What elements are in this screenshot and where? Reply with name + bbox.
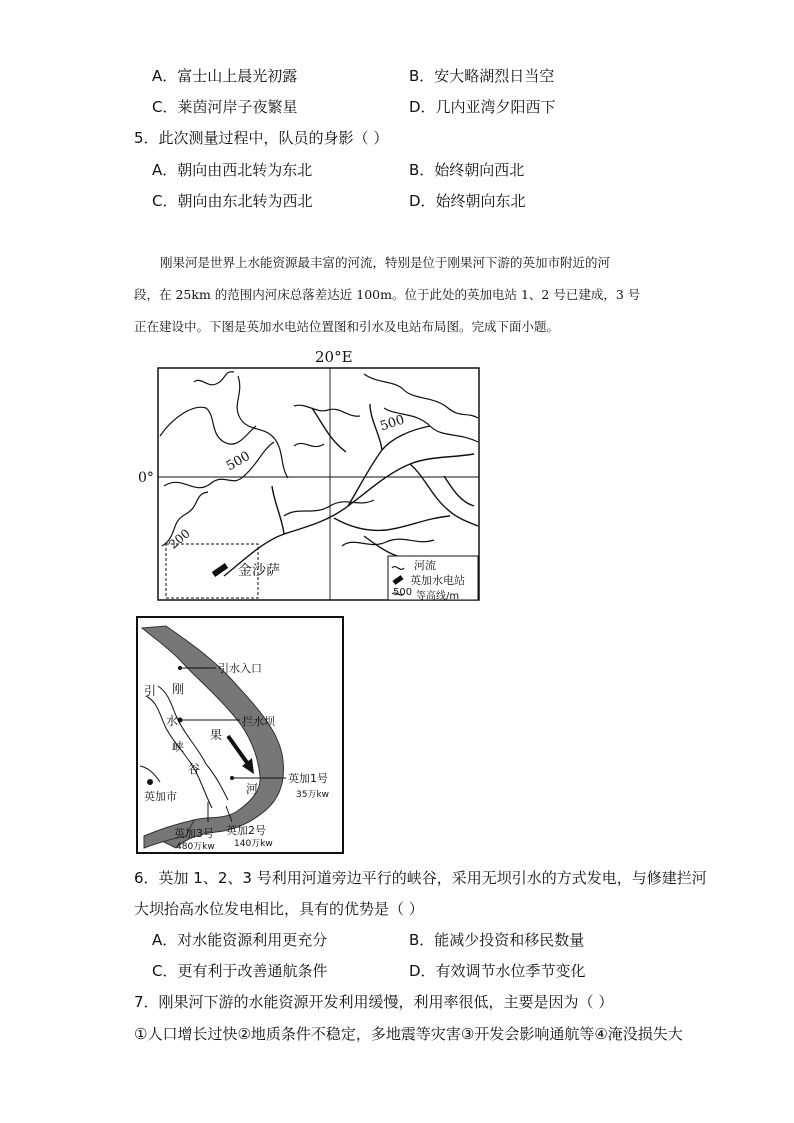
q5-option-d: D．始终朝向东北 xyxy=(409,192,526,210)
passage-line-3: 正在建设中。下图是英加水电站位置图和引水及电站布局图。完成下面小题。 xyxy=(134,319,560,334)
q5-option-b: B．始终朝向西北 xyxy=(409,161,525,179)
q6-stem-line-2: 大坝抬高水位发电相比，具有的优势是（ ） xyxy=(134,900,424,918)
river-char-gang: 刚 xyxy=(172,682,185,696)
passage-line-2: 段，在 25km 的范围内河床总落差达近 100m。位于此处的英加电站 1、2 号已建成，3 号 xyxy=(134,287,641,302)
q6-option-d: D．有效调节水位季节变化 xyxy=(409,962,586,980)
inga1-label: 英加1号 xyxy=(288,772,328,785)
dam-label: 拦水坝 xyxy=(242,715,275,728)
q6-option-b: B．能减少投资和移民数量 xyxy=(409,931,585,949)
legend-contour-unit: 等高线/m xyxy=(416,591,460,602)
inga3-label: 英加3号 xyxy=(174,827,214,840)
q5-option-c: C．朝向由东北转为西北 xyxy=(152,192,313,210)
contour-label-500-west: 500 xyxy=(223,448,253,475)
inga2-capacity: 140万kw xyxy=(234,839,273,849)
passage-line-1: 刚果河是世界上水能资源最丰富的河流，特别是位于刚果河下游的英加市附近的河 xyxy=(160,255,611,270)
legend-station: 英加水电站 xyxy=(410,574,465,587)
river-char-guo: 果 xyxy=(210,728,223,742)
legend-river: 河流 xyxy=(414,559,436,572)
q4-option-c: C．莱茵河岸子夜繁星 xyxy=(152,98,298,116)
canyon-char-yin: 引 xyxy=(144,684,157,698)
q6-option-c: C．更有利于改善通航条件 xyxy=(152,962,328,980)
inga1-capacity: 35万kw xyxy=(296,790,330,800)
q4-option-d: D．几内亚湾夕阳西下 xyxy=(409,98,556,116)
kinshasa-label: 金沙萨 xyxy=(238,563,280,579)
q4-option-a: A．富士山上晨光初露 xyxy=(152,67,298,85)
q7-stem: 7．刚果河下游的水能资源开发利用缓慢，利用率很低，主要是因为（ ） xyxy=(134,993,614,1011)
longitude-label: 20°E xyxy=(315,348,353,366)
canyon-char-shui: 水 xyxy=(166,714,179,728)
contour-label-500-east: 500 xyxy=(378,412,407,435)
legend-contour-value: 500 xyxy=(393,587,413,598)
river-char-he: 河 xyxy=(246,782,259,796)
passage xyxy=(134,247,664,343)
q5-stem: 5．此次测量过程中，队员的身影（ ） xyxy=(134,129,389,147)
contour-label-200: 200 xyxy=(166,526,193,552)
inga-city-label: 英加市 xyxy=(144,790,177,803)
station-layout-map xyxy=(136,616,344,854)
inga3-capacity: 480万kw xyxy=(176,842,215,852)
station-layout-drawing xyxy=(136,616,344,854)
location-map xyxy=(134,346,484,606)
latitude-label: 0° xyxy=(138,470,154,486)
inga2-label: 英加2号 xyxy=(226,824,266,837)
canyon-char-gu: 谷 xyxy=(188,762,201,776)
q4-option-b: B．安大略湖烈日当空 xyxy=(409,67,555,85)
canyon-char-xia: 峡 xyxy=(172,740,185,754)
q5-option-a: A．朝向由西北转为东北 xyxy=(152,161,313,179)
q6-stem-line-1: 6．英加 1、2、3 号利用河道旁边平行的峡谷，采用无坝引水的方式发电，与修建拦河 xyxy=(134,869,707,887)
intake-label: 引水入口 xyxy=(218,662,262,675)
q6-option-a: A．对水能资源利用更充分 xyxy=(152,931,328,949)
q7-reasons: ①人口增长过快②地质条件不稳定，多地震等灾害③开发会影响通航等④淹没损失大 xyxy=(134,1025,683,1043)
